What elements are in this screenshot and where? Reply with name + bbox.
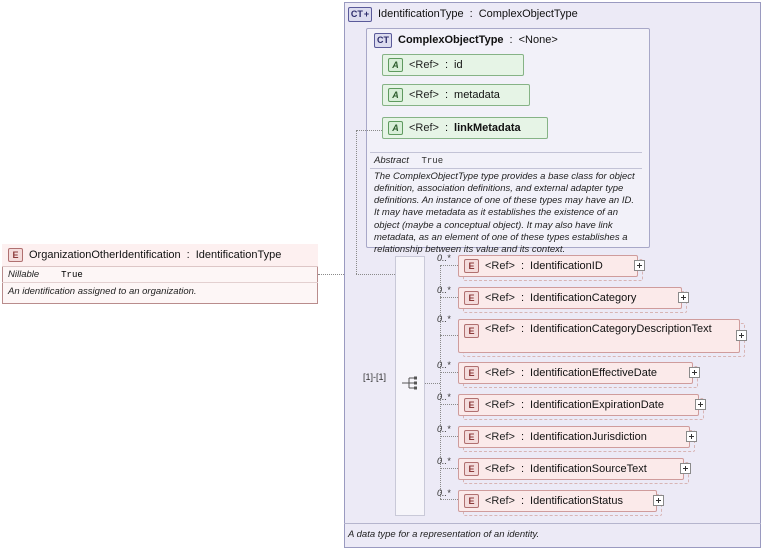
sequence-icon bbox=[400, 375, 420, 391]
base-type-separator: : bbox=[509, 34, 513, 46]
connector-branch bbox=[440, 265, 458, 266]
element-ref: <Ref> bbox=[485, 399, 515, 411]
element-badge-label: E bbox=[468, 400, 475, 410]
element-icon bbox=[8, 248, 23, 262]
element-badge-label: E bbox=[468, 368, 475, 378]
element-separator: : bbox=[520, 399, 525, 411]
attribute-separator: : bbox=[444, 122, 449, 134]
attribute-separator: : bbox=[444, 89, 449, 101]
nillable-label: Nillable bbox=[8, 269, 40, 280]
attribute-row[interactable] bbox=[382, 54, 524, 76]
element-occurrence: 0..* bbox=[437, 285, 451, 295]
element-name: IdentificationCategoryDescriptionText bbox=[530, 323, 712, 335]
element-ref: <Ref> bbox=[485, 431, 515, 443]
element-row[interactable] bbox=[458, 458, 684, 480]
base-type-divider-2 bbox=[370, 168, 642, 169]
root-element-type: IdentificationType bbox=[195, 249, 282, 261]
element-icon bbox=[464, 366, 479, 380]
element-row[interactable] bbox=[458, 490, 657, 512]
element-ref: <Ref> bbox=[485, 463, 515, 475]
base-type-type: <None> bbox=[518, 34, 558, 46]
element-expand-icon[interactable] bbox=[680, 463, 691, 474]
base-type-documentation: The ComplexObjectType type provides a base class for object definition, association definitions, and external adapter type definitions. An instance of one of these types may have an ID. It may have metadata as it establishes the existence of an object (maybe a conceptual object). It may also have link metadata, as an element of one of these types establishes a relationship between its value and its context. bbox=[374, 171, 635, 255]
container-documentation: A data type for a representation of an identity. bbox=[348, 529, 540, 540]
element-occurrence: 0..* bbox=[437, 488, 451, 498]
element-separator: : bbox=[520, 495, 525, 507]
attribute-name: linkMetadata bbox=[454, 122, 521, 134]
element-icon bbox=[464, 291, 479, 305]
abstract-value: True bbox=[421, 156, 444, 166]
element-separator: : bbox=[520, 323, 525, 335]
abstract-label: Abstract bbox=[374, 155, 409, 166]
element-icon bbox=[464, 324, 479, 338]
element-row[interactable] bbox=[458, 426, 690, 448]
abstract-row bbox=[374, 155, 443, 166]
element-name: IdentificationID bbox=[530, 260, 603, 272]
element-name: IdentificationEffectiveDate bbox=[530, 367, 658, 379]
element-expand-icon[interactable] bbox=[634, 260, 645, 271]
element-occurrence: 0..* bbox=[437, 253, 451, 263]
root-element-separator: : bbox=[186, 249, 190, 261]
complextype-container-name: IdentificationType bbox=[378, 8, 464, 20]
element-ref: <Ref> bbox=[485, 367, 515, 379]
attribute-icon bbox=[388, 88, 403, 102]
element-ref: <Ref> bbox=[485, 495, 515, 507]
root-nillable-row bbox=[2, 267, 318, 283]
element-icon bbox=[464, 494, 479, 508]
element-icon bbox=[464, 259, 479, 273]
attribute-badge-label: A bbox=[392, 123, 399, 133]
element-occurrence: 0..* bbox=[437, 314, 451, 324]
attribute-row[interactable] bbox=[382, 117, 548, 139]
connector-branch bbox=[440, 335, 458, 336]
connector-vertical bbox=[356, 130, 357, 274]
element-row[interactable] bbox=[458, 255, 638, 277]
base-type-header bbox=[374, 32, 558, 48]
attribute-ref: <Ref> bbox=[409, 122, 439, 134]
attribute-name: id bbox=[454, 59, 463, 71]
complextype-expand-icon[interactable] bbox=[348, 7, 372, 22]
connector-root-to-type bbox=[318, 274, 344, 275]
element-ref: <Ref> bbox=[485, 323, 515, 335]
connector-branch bbox=[440, 297, 458, 298]
root-element-documentation: An identification assigned to an organization. bbox=[8, 286, 197, 297]
connector-branch bbox=[440, 499, 458, 500]
element-badge-label: E bbox=[468, 464, 475, 474]
element-ref: <Ref> bbox=[485, 260, 515, 272]
expand-plus-glyph: + bbox=[363, 9, 370, 19]
element-badge-label: E bbox=[12, 250, 19, 260]
attribute-name: metadata bbox=[454, 89, 500, 101]
base-type-name: ComplexObjectType bbox=[398, 34, 504, 46]
base-type-divider bbox=[370, 152, 642, 153]
element-badge-label: E bbox=[468, 261, 475, 271]
element-separator: : bbox=[520, 463, 525, 475]
connector-seq-out bbox=[425, 383, 440, 384]
element-separator: : bbox=[520, 292, 525, 304]
complextype-icon[interactable] bbox=[374, 33, 392, 48]
element-row[interactable] bbox=[458, 319, 740, 353]
element-name: IdentificationExpirationDate bbox=[530, 399, 664, 411]
attribute-ref: <Ref> bbox=[409, 59, 439, 71]
element-separator: : bbox=[520, 260, 525, 272]
element-badge-label: E bbox=[468, 326, 475, 336]
attribute-ref: <Ref> bbox=[409, 89, 439, 101]
element-icon bbox=[464, 462, 479, 476]
element-occurrence: 0..* bbox=[437, 424, 451, 434]
element-name: IdentificationCategory bbox=[530, 292, 637, 304]
attribute-icon bbox=[388, 121, 403, 135]
element-separator: : bbox=[520, 431, 525, 443]
container-bottom-divider bbox=[344, 523, 761, 524]
element-row[interactable] bbox=[458, 394, 699, 416]
element-expand-icon[interactable] bbox=[686, 431, 697, 442]
element-expand-icon[interactable] bbox=[678, 292, 689, 303]
connector-to-sequence bbox=[356, 274, 395, 275]
attribute-row[interactable] bbox=[382, 84, 530, 106]
complextype-badge-label-2: CT bbox=[377, 35, 389, 45]
connector-branch bbox=[440, 436, 458, 437]
element-badge-label: E bbox=[468, 496, 475, 506]
element-badge-label: E bbox=[468, 432, 475, 442]
sequence-cardinality: [1]-[1] bbox=[363, 372, 387, 382]
element-expand-icon[interactable] bbox=[736, 330, 747, 341]
element-name: IdentificationSourceText bbox=[530, 463, 647, 475]
attribute-badge-label: A bbox=[392, 60, 399, 70]
element-badge-label: E bbox=[468, 293, 475, 303]
element-occurrence: 0..* bbox=[437, 456, 451, 466]
attribute-separator: : bbox=[444, 59, 449, 71]
element-name: IdentificationStatus bbox=[530, 495, 623, 507]
attribute-icon bbox=[388, 58, 403, 72]
element-separator: : bbox=[520, 367, 525, 379]
element-ref: <Ref> bbox=[485, 292, 515, 304]
root-element-name: OrganizationOtherIdentification bbox=[29, 249, 181, 261]
element-icon bbox=[464, 430, 479, 444]
element-occurrence: 0..* bbox=[437, 360, 451, 370]
attribute-badge-label: A bbox=[392, 90, 399, 100]
element-name: IdentificationJurisdiction bbox=[530, 431, 647, 443]
complextype-container-header bbox=[348, 5, 648, 23]
element-expand-icon[interactable] bbox=[689, 367, 700, 378]
element-row[interactable] bbox=[458, 362, 693, 384]
element-occurrence: 0..* bbox=[437, 392, 451, 402]
element-icon bbox=[464, 398, 479, 412]
element-row[interactable] bbox=[458, 287, 682, 309]
nillable-value: True bbox=[61, 269, 83, 280]
connector-branch bbox=[440, 372, 458, 373]
element-expand-icon[interactable] bbox=[653, 495, 664, 506]
complextype-container-separator: : bbox=[469, 8, 473, 20]
root-element-header[interactable] bbox=[2, 244, 318, 267]
connector-branch bbox=[440, 468, 458, 469]
element-expand-icon[interactable] bbox=[695, 399, 706, 410]
complextype-container-type: ComplexObjectType bbox=[478, 8, 578, 20]
connector-branch bbox=[440, 404, 458, 405]
connector-to-base-attr bbox=[356, 130, 382, 131]
complextype-badge-label: CT bbox=[350, 9, 363, 19]
